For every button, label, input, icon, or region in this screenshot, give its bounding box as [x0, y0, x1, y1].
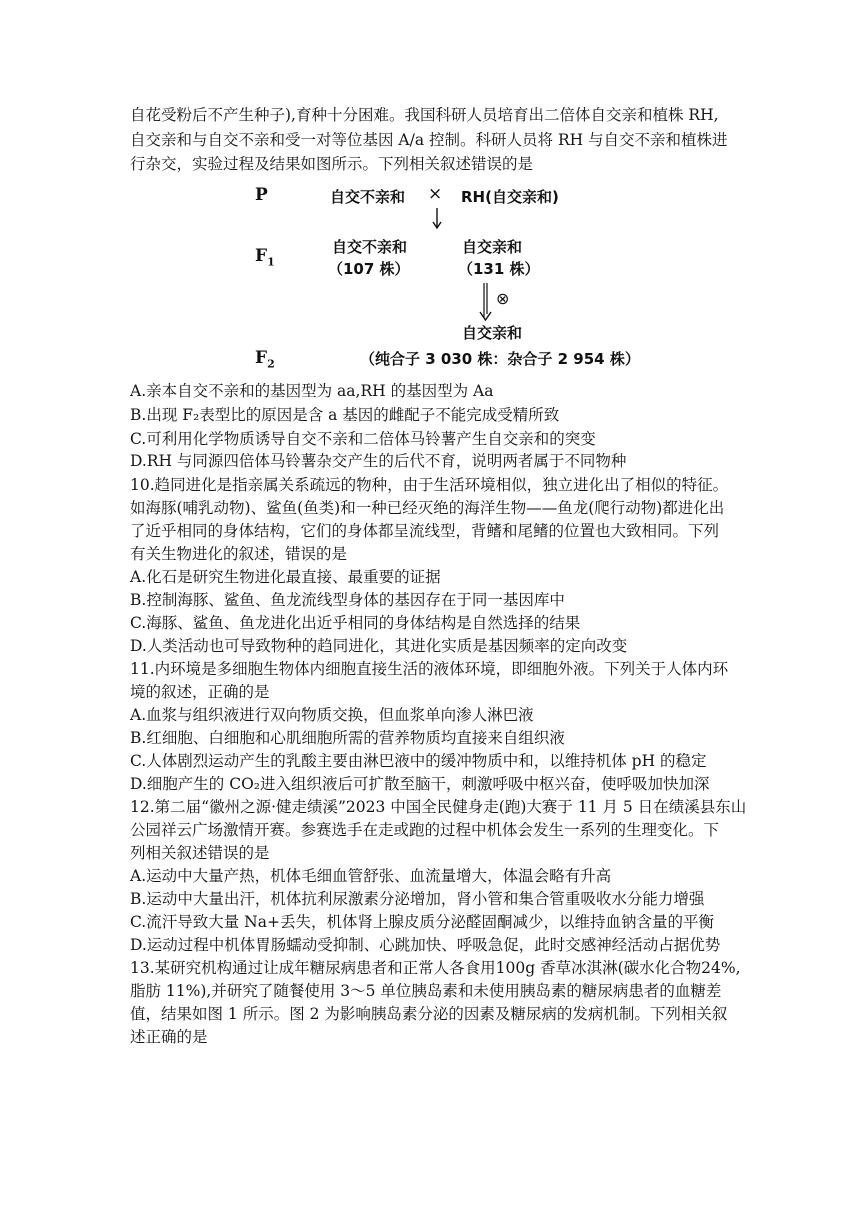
body-line: B.控制海豚、鲨鱼、鱼龙流线型身体的基因存在于同一基因库中: [130, 591, 565, 609]
body-line: 有关生物进化的叙述，错误的是: [130, 545, 348, 563]
body-line: A.血浆与组织液进行双向物质交换，但血浆单向渗人淋巴液: [130, 706, 534, 724]
body-line: D.人类活动也可导致物种的趋同进化，其进化实质是基因频率的定向改变: [130, 637, 628, 655]
body-line: B.运动中大量出汗，机体抗利尿激素分泌增加，肾小管和集合管重吸收水分能力增强: [130, 890, 705, 908]
generation-f2-label: $F_2$: [255, 348, 275, 371]
generation-f1-label: $F_1$: [255, 246, 275, 269]
body-line: C.海豚、鲨鱼、鱼龙进化出近乎相同的身体结构是自然选择的结果: [130, 614, 581, 632]
q9-stem-line-1: 自花受粉后不产生种子),育种十分困难。我国科研人员培育出二倍体自交亲和植株 RH,: [130, 106, 719, 124]
q9-option-b: B.出现 F₂表型比的原因是含 a 基因的雌配子不能完成受精所致: [130, 406, 560, 424]
f1-self-compatible-count: （131 株）: [458, 260, 540, 278]
body-line: 脂肪 11%),并研究了随餐使用 3～5 单位胰岛素和未使用胰岛素的糖尿病患者的血糖差: [130, 982, 722, 1000]
body-line: 值，结果如图 1 所示。图 2 为影响胰岛素分泌的因素及糖尿病的发病机制。下列相关叙: [130, 1005, 728, 1023]
f2-self-compatible-name: 自交亲和: [462, 324, 523, 342]
body-line: B.红细胞、白细胞和心肌细胞所需的营养物质均直接来自组织液: [130, 729, 565, 747]
body-line: C.流汗导致大量 Na+丢失，机体肾上腺皮质分泌醛固酮减少，以维持血钠含量的平衡: [130, 913, 714, 931]
parent-rh-self-compatible: RH(自交亲和): [461, 188, 559, 206]
q9-option-a: A.亲本自交不亲和的基因型为 aa,RH 的基因型为 Aa: [130, 382, 494, 400]
q9-option-d: D.RH 与同源四倍体马铃薯杂交产生的后代不育，说明两者属于不同物种: [130, 452, 627, 470]
body-line: 了近乎相同的身体结构，它们的身体都呈流线型，背鳍和尾鳍的位置也大致相同。下列: [130, 522, 720, 540]
parent-self-incompatible: 自交不亲和: [330, 188, 406, 206]
f2-result-ratio: （纯合子 3 030 株：杂合子 2 954 株）: [360, 350, 640, 368]
q9-stem-line-3: 行杂交，实验过程及结果如图所示。下列相关叙述错误的是: [130, 155, 534, 173]
body-line: D.细胞产生的 CO₂进入组织液后可扩散至脑干，刺激呼吸中枢兴奋，使呼吸加快加深: [130, 775, 710, 793]
cross-symbol: ×: [428, 184, 443, 204]
body-line: 12.第二届“徽州之源·健走绩溪”2023 中国全民健身走(跑)大赛于 11 月 5 日在绩溪县东山: [130, 798, 747, 816]
body-line: 列相关叙述错误的是: [130, 844, 270, 862]
body-line: D.运动过程中机体胃肠蠕动受抑制、心跳加快、呼吸急促，此时交感神经活动占据优势: [130, 936, 721, 954]
body-line: 境的叙述，正确的是: [130, 683, 270, 701]
f1-self-incompatible-count: （107 株）: [328, 260, 410, 278]
selfing-down-arrow: [478, 282, 492, 322]
body-line: A.运动中大量产热，机体毛细血管舒张、血流量增大，体温会略有升高: [130, 867, 612, 885]
body-line: 如海豚(哺乳动物)、鲨鱼(鱼类)和一种已经灭绝的海洋生物——鱼龙(爬行动物)都进化出: [130, 499, 725, 517]
body-line: 述正确的是: [130, 1028, 208, 1046]
q9-stem-line-2: 自交亲和与自交不亲和受一对等位基因 A/a 控制。科研人员将 RH 与自交不亲和植株进: [130, 131, 728, 149]
q9-option-c: C.可利用化学物质诱导自交不亲和二倍体马铃薯产生自交亲和的突变: [130, 430, 596, 448]
generation-p-label: P: [255, 185, 268, 205]
body-line: 11.内环境是多细胞生物体内细胞直接生活的液体环境，即细胞外液。下列关于人体内环: [130, 660, 729, 678]
cross-down-arrow: [430, 207, 444, 231]
body-line: 公园祥云广场激情开赛。参赛选手在走或跑的过程中机体会发生一系列的生理变化。下: [130, 821, 720, 839]
f1-self-incompatible-name: 自交不亲和: [332, 238, 408, 256]
body-line: C.人体剧烈运动产生的乳酸主要由淋巴液中的缓冲物质中和，以维持机体 pH 的稳定: [130, 752, 707, 770]
body-line: 13.某研究机构通过让成年糖尿病患者和正常人各食用100g 香草冰淇淋(碳水化合物24%,: [130, 959, 741, 977]
selfing-symbol: ⊗: [496, 289, 510, 308]
body-line: 10.趋同进化是指亲属关系疏远的物种，由于生活环境相似，独立进化出了相似的特征。: [130, 476, 729, 494]
body-line: A.化石是研究生物进化最直接、最重要的证据: [130, 568, 441, 586]
f1-self-compatible-name: 自交亲和: [462, 238, 523, 256]
